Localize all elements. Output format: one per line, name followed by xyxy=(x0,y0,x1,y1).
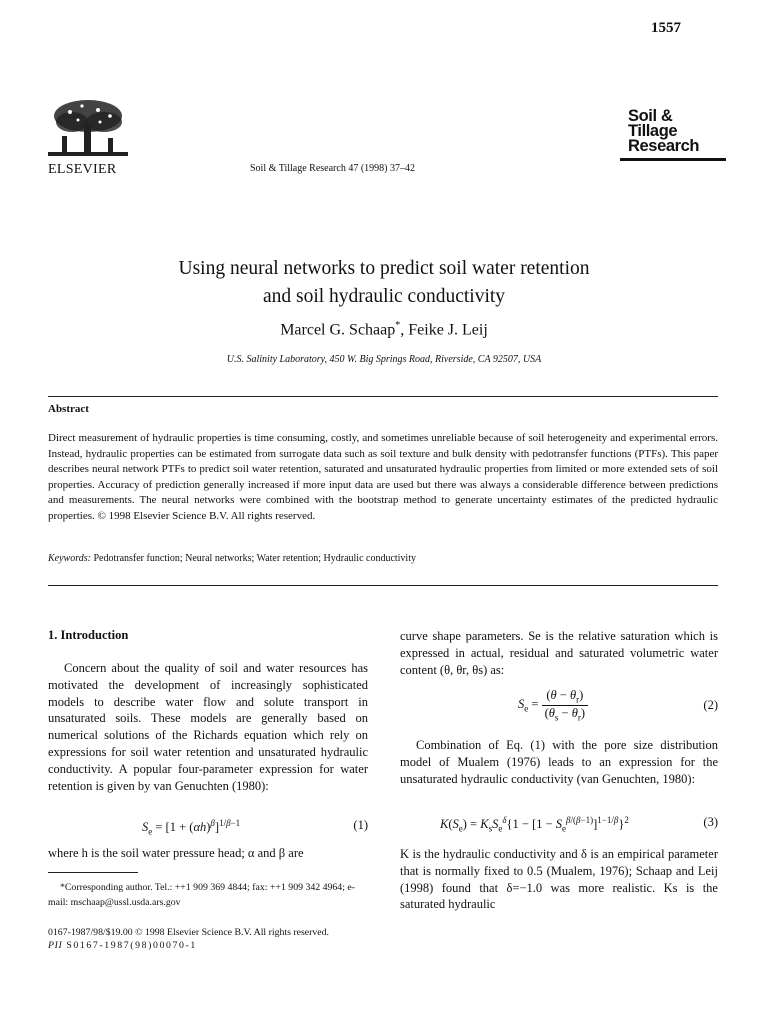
keywords-text: Pedotransfer function; Neural networks; Water retention; Hydraulic conductivity xyxy=(93,553,416,564)
journal-logo-line: Tillage xyxy=(628,122,678,140)
equation-number: (2) xyxy=(703,698,718,712)
journal-logo xyxy=(620,109,726,161)
journal-reference: Soil & Tillage Research 47 (1998) 37–42 xyxy=(250,163,415,174)
footnote: *Corresponding author. Tel.: ++1 909 369 4844; fax: ++1 909 342 4964; e-mail: mschaap@ussl.usda.ars.gov xyxy=(48,882,355,908)
journal-logo-line: Research xyxy=(628,137,700,155)
title-line: and soil hydraulic conductivity xyxy=(262,286,506,307)
paragraph: Concern about the quality of soil and water resources has motivated the development of increasingly sophisticated models to describe water flow and solute transport in unsaturated soils. These models are generally based on numerical solutions of the Richards equation which rely on expressions for soil water retention and unsaturated hydraulic conductivity. A popular four-parameter expression for water retention is given by van Genuchten (1980): xyxy=(48,661,368,793)
publisher-name: ELSEVIER xyxy=(48,162,117,177)
elsevier-tree-logo xyxy=(42,96,134,162)
journal-logo-line: Soil & xyxy=(628,107,673,125)
footnote-rule xyxy=(48,872,138,873)
pii-code: S0167-1987(98)00070-1 xyxy=(66,940,197,951)
equation-1-body: $S_e = [1 + (\alpha h)^\beta]^{1/\beta-1}$ xyxy=(142,818,241,837)
equation-3-body: $K(S_e) = K_sS_e^\delta\{1 - [1 - S_e^{\beta/(\beta-1)}]^{1-1/\beta}\}^2$ xyxy=(440,815,629,834)
paragraph: where h is the soil water pressure head; α and β are xyxy=(48,846,304,860)
equation-number: (3) xyxy=(703,815,718,829)
journal-logo-bar xyxy=(620,158,726,161)
pii-line xyxy=(48,940,197,951)
author-name: Marcel G. Schaap xyxy=(280,321,396,339)
author-name: , Feike J. Leij xyxy=(400,321,488,339)
divider xyxy=(48,396,718,397)
pii-label: PII xyxy=(48,940,63,951)
equation-2 xyxy=(400,688,718,728)
authors xyxy=(0,320,768,339)
equation-2-body: $S_e$ = $\frac{(\theta - \theta_r)}{(\theta_s - \theta_r)}$ xyxy=(518,688,588,722)
paper-title xyxy=(0,255,768,311)
affiliation: U.S. Salinity Laboratory, 450 W. Big Springs Road, Riverside, CA 92507, USA xyxy=(226,354,542,365)
keywords xyxy=(48,553,718,564)
title-line: Using neural networks to predict soil water retention xyxy=(178,258,590,279)
keywords-label: Keywords: xyxy=(48,553,91,564)
equation-number: (1) xyxy=(353,818,368,832)
paragraph: K is the hydraulic conductivity and δ is an empirical parameter that is normally fixed to 0.5 (Mualem, 1976); Schaap and Leij (1998) found that δ=−1.0 was more realistic. Ks is the saturated hydraulic xyxy=(400,847,718,912)
abstract-text: Direct measurement of hydraulic properties is time consuming, costly, and sometimes unreliable because of soil heterogeneity and experimental errors. Instead, hydraulic properties can be estimated from surrogate data such as soil texture and bulk density with pedotransfer functions (PTFs). This paper describes neural network PTFs to predict soil water retention, saturated and unsaturated hydraulic properties from limited or more extended sets of soil properties. Accuracy of prediction generally increased if more input data are used but there was always a considerable difference between predictions and measurements. The neural networks were combined with the bootstrap method to generate uncertainty estimates of the predicted hydraulic properties. © 1998 Elsevier Science B.V. All rights reserved. xyxy=(48,432,718,522)
fraction: $\frac{(\theta - \theta_r)}{(\theta_s - \theta_r)}$ xyxy=(542,688,588,722)
paragraph: Combination of Eq. (1) with the pore size distribution model of Mualem (1976) leads to an expression for the unsaturated hydraulic conductivity (van Genuchten, 1980): xyxy=(400,738,718,786)
divider xyxy=(48,585,718,586)
corresponding-mark: * xyxy=(395,320,401,331)
section-heading: 1. Introduction xyxy=(48,628,129,642)
abstract-heading: Abstract xyxy=(48,403,89,415)
page-number: 1557 xyxy=(651,20,681,36)
paragraph: curve shape parameters. Se is the relative saturation which is expressed in actual, residual and saturated volumetric water content (θ, θr, θs) as: xyxy=(400,629,718,677)
copyright-line: 0167-1987/98/$19.00 © 1998 Elsevier Science B.V. All rights reserved. xyxy=(48,927,329,938)
